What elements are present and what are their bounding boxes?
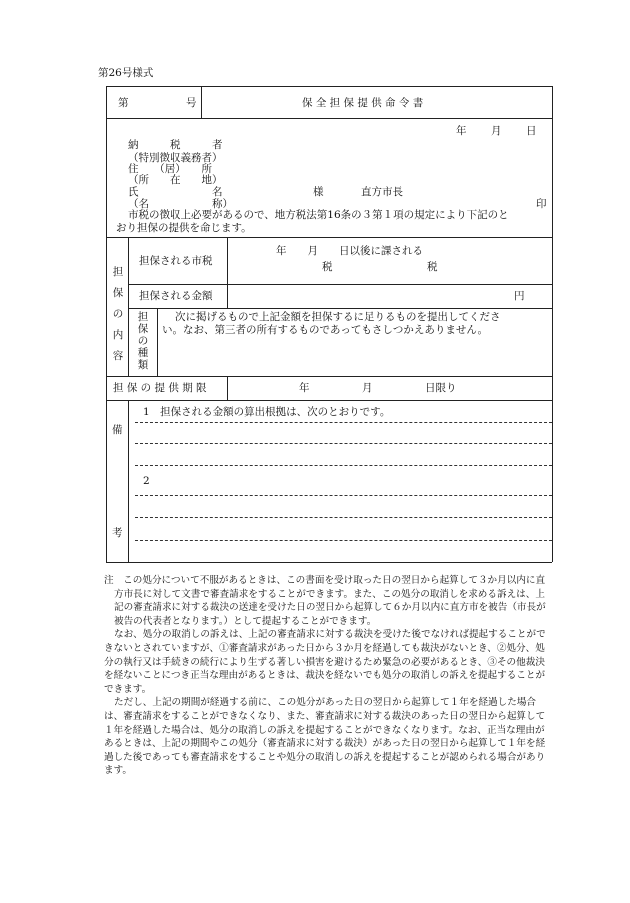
- yen-unit: 円: [514, 290, 525, 302]
- special-collector-label: （特別徴収義務者）: [128, 152, 223, 164]
- seal-mark: 印: [536, 198, 547, 210]
- sama-honorific: 様: [313, 186, 324, 198]
- remarks-item-1: 1 担保される金額の算出根拠は、次のとおりです。: [143, 406, 391, 418]
- note-paragraph-3: ただし、上記の期間が経過する前に、この処分があった日の翌日から起算して１年を経過した場合は、審査請求をすることができなくなり、また、審査請求に対する裁決のあった日の翌日から起算して１年を経過した場合は、処分の取消しの訴えを提起することができなくなります。なお、正当な理由があるときは、上記の期間やこの処分（審査請求に対する裁決）があった日の翌日から起算して１年を経過した後であっても審査請求をすることや処分の取消しの訴えを提起することが認められる場合があります。: [104, 697, 546, 777]
- type-text-line2: い。なお、第三者の所有するものであってもさしつかえありません。: [162, 324, 489, 336]
- taxpayer-label: 納 税 者: [128, 139, 223, 151]
- intro-text-line1: 市税の徴収上必要があるので、地方税法第16条の３第１項の規定により下記のと: [128, 209, 509, 221]
- document-title: 保 全 担 保 提 供 命 令 書: [302, 97, 424, 109]
- address-label: 住 （居） 所: [128, 163, 212, 175]
- type-text-line1: 次に掲げるもので上記金額を担保するに足りるものを提出してくださ: [175, 311, 501, 323]
- remarks-label-top: 備: [112, 424, 123, 436]
- remarks-label-bottom: 考: [112, 527, 123, 539]
- location-label: （所 在 地）: [128, 174, 223, 186]
- corp-name-label: （名 称）: [128, 198, 233, 210]
- date-day: 日: [526, 125, 537, 137]
- note-paragraph-2: なお、処分の取消しの訴えは、上記の審査請求に対する裁決を受けた後でなければ提起することができないとされていますが、①審査請求があった日から３か月を経過しても裁決がないとき、②処分、処分の執行又は手続きの続行により生ずる著しい損害を避けるため緊急の必要があるとき、③その他裁決を経ないことにつき正当な理由があるときは、裁決を経ないでも処分の取消しの訴えを提起することができます。: [104, 629, 546, 695]
- legal-notes: [104, 574, 552, 778]
- name-label: 氏 名: [128, 186, 223, 198]
- date-month: 月: [491, 125, 502, 137]
- form-number: 第26号様式: [98, 67, 154, 79]
- secured-tax-line1: 年 月 日以後に課される: [276, 245, 423, 257]
- type-label: 担保の種類: [137, 311, 149, 371]
- intro-text-line2: おり担保の提供を命じます。: [116, 222, 252, 234]
- mayor-title: 直方市長: [361, 186, 403, 198]
- secured-tax-line2: 税 税: [322, 261, 438, 273]
- go-label: 号: [186, 97, 197, 109]
- secured-amount-label: 担保される金額: [139, 290, 213, 302]
- dai-label: 第: [118, 97, 129, 109]
- remarks-item-2: 2: [143, 475, 150, 487]
- content-side-label: 担保の内容: [112, 266, 124, 362]
- date-year: 年: [456, 125, 467, 137]
- period-value: 年 月 日限り: [299, 382, 457, 394]
- period-label: 担 保 の 提 供 期 限: [113, 382, 207, 394]
- note-paragraph-1: 注 この処分について不服があるときは、この書面を受け取った日の翌日から起算して３か月以内に直方市長に対して文書で審査請求をすることができます。また、この処分の取消しを求める訴えは、上記の審査請求に対する裁決の送達を受けた日の翌日から起算して６か月以内に直方市を被告（市長が被告の代表者となります。）として提起することができます。: [104, 575, 546, 627]
- secured-tax-label: 担保される市税: [139, 255, 213, 267]
